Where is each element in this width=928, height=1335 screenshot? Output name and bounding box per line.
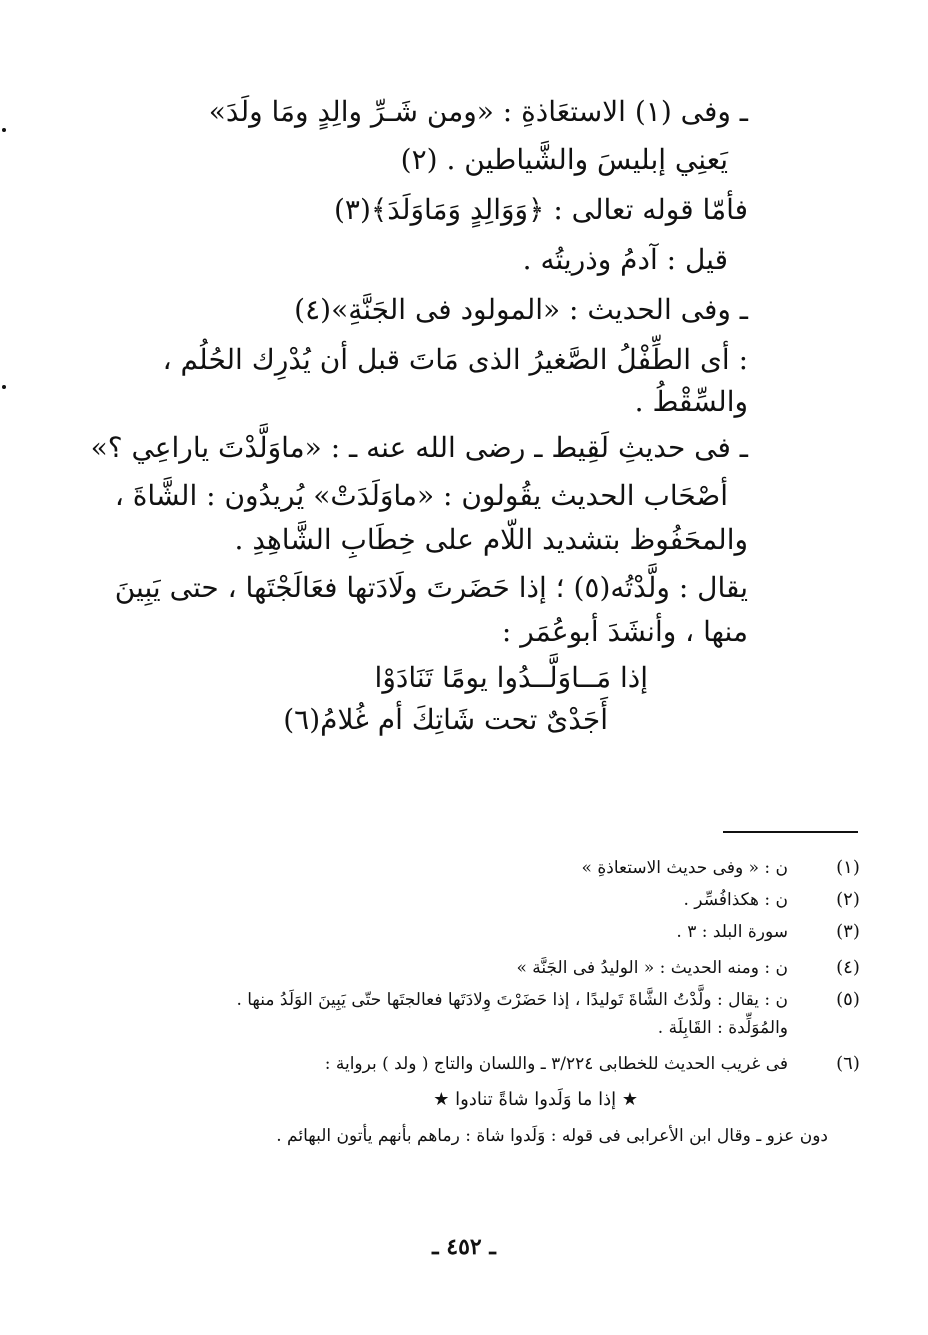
footnote-number: (٦) — [836, 1053, 860, 1074]
footnote-text: دون عزو ـ وقال ابن الأعرابى فى قوله : وَلَدوا شاة : رماهم بأنهم يأتون البهائم . — [276, 1126, 828, 1146]
text-line: فأمّا قوله تعالى : ﴿وَوَالِدٍ وَمَاوَلَدَ﴾(٣) — [333, 193, 748, 226]
footnote-text: ن : ومنه الحديث : « الوليدُ فى الجَنَّة » — [516, 958, 788, 978]
footnote-text: فى غريب الحديث للخطابى ٣/٢٢٤ ـ واللسان والتاج ( ولد ) برواية : — [324, 1054, 788, 1074]
page-number: ـ ٤٥٢ ـ — [432, 1234, 496, 1260]
footnote-text: سورة البلد : ٣ . — [676, 922, 788, 942]
verse-line: أَجَدْىٌ تحت شَاتِكَ أم غُلامُ(٦) — [283, 703, 608, 736]
text-line: يَعنِي إبليسَ والشَّياطين . (٢) — [400, 143, 728, 176]
text-line: ـ وفى (١) الاستعَاذةِ : «ومن شَـرِّ والِدٍ ومَا ولَدَ» — [208, 95, 748, 128]
footnote-text: ن : يقال : ولَّدْتُ الشَّاةَ تَوليدًا ، إذا حَضَرْتَ وِلادَتَها فعالجتَها حتّى يَبِينَ الوَلَدُ منها . — [236, 990, 788, 1010]
text-line: ـ فى حديثِ لَقِيط ـ رضى الله عنه ـ : «ماوَلَّدْتَ ياراعِي ؟» — [90, 431, 748, 464]
text-line: قيل : آدمُ وذريتُه . — [522, 243, 728, 276]
footnote-separator — [723, 831, 858, 833]
footnote-text: والمُوَلِّدة : القَابِلَة . — [657, 1018, 788, 1038]
footnote-number: (٥) — [836, 989, 860, 1010]
text-line: يقال : ولَّدْتُه(٥) ؛ إذا حَضَرتَ ولَادَتها فعَالَجْتَها ، حتى يَبِينَ — [114, 571, 748, 604]
text-line: والسِّقْطُ . — [634, 385, 748, 418]
margin-mark — [2, 128, 6, 132]
footnote-text: ن : « وفى حديث الاستعاذةِ » — [581, 858, 788, 878]
text-line: ـ وفى الحديث : «المولود فى الجَنَّةِ»(٤) — [294, 293, 748, 326]
text-line: أصْحَاب الحديث يقُولون : «ماوَلَدَتْ» يُريدُون : الشَّاةَ ، — [114, 479, 728, 512]
footnote-number: (١) — [836, 857, 860, 878]
footnote-number: (٢) — [836, 889, 860, 910]
margin-mark — [2, 385, 6, 389]
footnote-number: (٣) — [836, 921, 860, 942]
verse-line: إذا مَــاوَلَّــدُوا يومًا تَنَادَوْا — [374, 661, 648, 694]
footnote-number: (٤) — [836, 957, 860, 978]
text-line: والمحَفُوظ بتشديد اللّام على خِطَابِ الشَّاهِدِ . — [234, 523, 748, 556]
footnote-text: ن : هكذافُسِّر . — [683, 890, 788, 910]
footnote-text: ★ إذا ما وَلَدوا شاةً تنادوا ★ — [433, 1089, 638, 1110]
text-line: منها ، وأنشَدَ أبوعُمَر : — [501, 615, 748, 648]
text-line: : أى الطِّفْلُ الصَّغيرُ الذى مَاتَ قبل أن يُدْرِك الحُلُم ، — [162, 343, 748, 376]
